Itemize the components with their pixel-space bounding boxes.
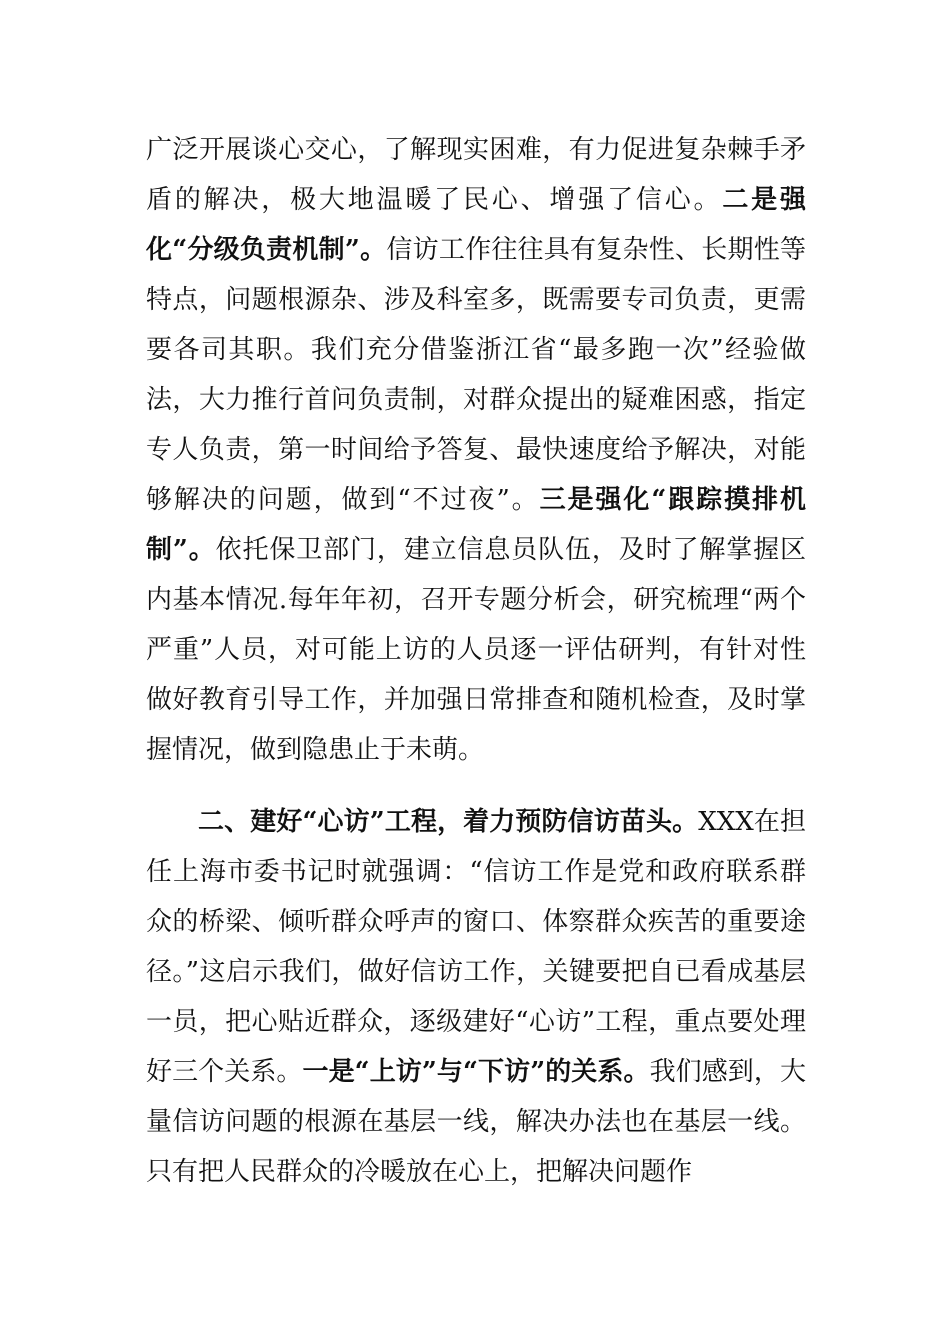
paragraph-1-heading-2: 二是强化“分级负责机制”。: [146, 185, 806, 265]
paragraph-1: [146, 125, 806, 775]
document-body: [146, 125, 806, 1197]
paragraph-2: [146, 797, 806, 1197]
paragraph-1-text-1: 广泛开展谈心交心，了解现实困难，有力促进复杂棘手矛盾的解决，极大地温暖了民心、增强了信心。: [146, 135, 806, 215]
paragraph-1-text-3: 依托保卫部门，建立信息员队伍，及时了解掌握区内基本情况.每年年初，召开专题分析会，研究梳理“两个严重”人员，对可能上访的人员逐一评估研判，有针对性做好教育引导工作，并加强日常排查和随机检查，及时掌握情况，做到隐患止于未萌。: [146, 535, 806, 765]
paragraph-2-heading-1: 一是“上访”与“下访”的关系。: [302, 1057, 650, 1087]
paragraph-2-text-1: XXX在担任上海市委书记时就强调：“信访工作是党和政府联系群众的桥梁、倾听群众呼声的窗口、体察群众疾苦的重要途径。”这启示我们，做好信访工作，关键要把自已看成基层一员，把心贴近群众，逐级建好“心访”工程，重点要处理好三个关系。: [146, 807, 806, 1087]
section-heading-2: 二、建好“心访”工程，着力预防信访苗头。: [198, 807, 699, 837]
paragraph-2-text-2: 我们感到，大量信访问题的根源在基层一线，解决办法也在基层一线。只有把人民群众的冷暖放在心上，把解决问题作: [146, 1057, 806, 1187]
paragraph-1-heading-3: 三是强化“跟踪摸排机制”。: [146, 485, 806, 565]
paragraph-1-text-2: 信访工作往往具有复杂性、长期性等特点，问题根源杂、涉及科室多，既需要专司负责，更需要各司其职。我们充分借鉴浙江省“最多跑一次”经验做法，大力推行首问负责制，对群众提出的疑难困惑，指定专人负责，第一时间给予答复、最快速度给予解决，对能够解决的问题，做到“不过夜”。: [146, 235, 806, 515]
